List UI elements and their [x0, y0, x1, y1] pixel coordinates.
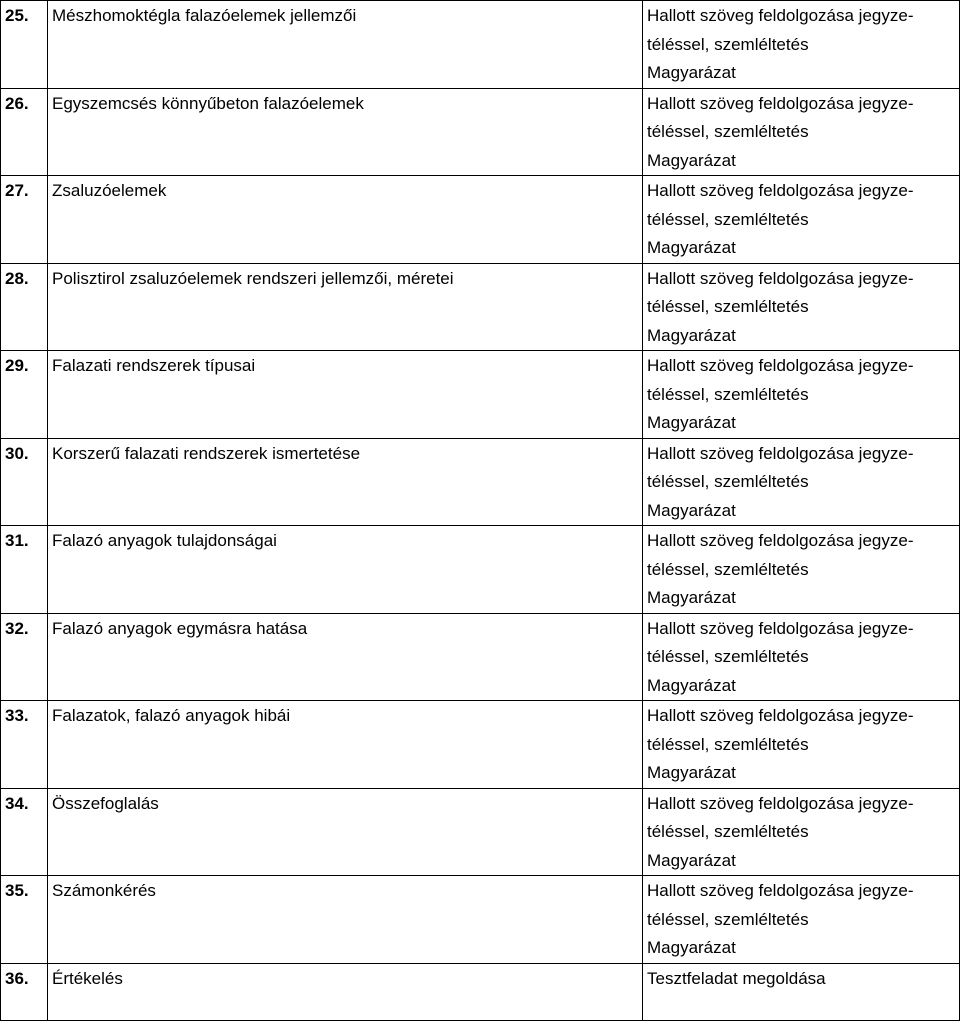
teaching-method-line: Hallott szöveg feldolgozása jegyze- — [647, 268, 914, 288]
teaching-method-line: Hallott szöveg feldolgozása jegyze- — [647, 793, 914, 813]
table-row — [1, 526, 960, 614]
teaching-method — [643, 613, 960, 701]
teaching-method — [643, 263, 960, 351]
lesson-number: 32. — [1, 613, 48, 701]
lesson-topic: Számonkérés — [48, 876, 643, 964]
table-row — [1, 876, 960, 964]
teaching-method-line: téléssel, szemléltetés — [647, 297, 809, 316]
teaching-method — [643, 701, 960, 789]
teaching-method-line: téléssel, szemléltetés — [647, 647, 809, 666]
lesson-number: 28. — [1, 263, 48, 351]
teaching-method — [643, 876, 960, 964]
lesson-number: 30. — [1, 438, 48, 526]
lesson-topic: Polisztirol zsaluzóelemek rendszeri jellemzői, méretei — [48, 263, 643, 351]
table-row — [1, 963, 960, 1020]
lesson-topic: Zsaluzóelemek — [48, 176, 643, 264]
teaching-method — [643, 88, 960, 176]
teaching-method-line: Hallott szöveg feldolgozása jegyze- — [647, 881, 914, 900]
teaching-method-line: Magyarázat — [647, 238, 736, 257]
teaching-method-line: Magyarázat — [647, 675, 736, 695]
lesson-number: 34. — [1, 788, 48, 876]
lesson-topic: Mészhomoktégla falazóelemek jellemzői — [48, 1, 643, 89]
lesson-topic: Korszerű falazati rendszerek ismertetése — [48, 438, 643, 526]
teaching-method-line: Magyarázat — [647, 850, 736, 870]
table-body — [1, 1, 960, 1021]
table-row — [1, 788, 960, 876]
lesson-number: 26. — [1, 88, 48, 176]
teaching-method-line: téléssel, szemléltetés — [647, 472, 809, 491]
teaching-method-line: Hallott szöveg feldolgozása jegyze- — [647, 531, 914, 550]
lesson-topic: Értékelés — [48, 963, 643, 1020]
lesson-topic: Falazó anyagok tulajdonságai — [48, 526, 643, 614]
teaching-method — [643, 963, 960, 1020]
table-row — [1, 351, 960, 439]
teaching-method-line: Hallott szöveg feldolgozása jegyze- — [647, 181, 914, 200]
teaching-method-line: Hallott szöveg feldolgozása jegyze- — [647, 6, 914, 25]
lesson-topic: Falazatok, falazó anyagok hibái — [48, 701, 643, 789]
teaching-method-line: téléssel, szemléltetés — [647, 209, 809, 229]
teaching-method-line: Magyarázat — [647, 325, 736, 345]
lesson-number: 33. — [1, 701, 48, 789]
teaching-method-line: Magyarázat — [647, 588, 736, 607]
table-row — [1, 701, 960, 789]
teaching-method-line: Hallott szöveg feldolgozása jegyze- — [647, 356, 914, 375]
lesson-number: 35. — [1, 876, 48, 964]
teaching-method-line: Hallott szöveg feldolgozása jegyze- — [647, 618, 914, 638]
teaching-method-line: Magyarázat — [647, 63, 736, 82]
teaching-method — [643, 438, 960, 526]
teaching-method-line: téléssel, szemléltetés — [647, 909, 809, 929]
teaching-method-line: Magyarázat — [647, 500, 736, 520]
teaching-method-line: Magyarázat — [647, 763, 736, 782]
teaching-method-line: téléssel, szemléltetés — [647, 34, 809, 54]
teaching-method — [643, 176, 960, 264]
teaching-method-line: téléssel, szemléltetés — [647, 122, 809, 141]
table-row — [1, 438, 960, 526]
lesson-topic: Összefoglalás — [48, 788, 643, 876]
table-row — [1, 176, 960, 264]
lesson-number: 31. — [1, 526, 48, 614]
table-row — [1, 263, 960, 351]
teaching-method-line: téléssel, szemléltetés — [647, 822, 809, 841]
teaching-method-line: Hallott szöveg feldolgozása jegyze- — [647, 443, 914, 463]
table-row — [1, 613, 960, 701]
teaching-method-line: téléssel, szemléltetés — [647, 559, 809, 579]
table-row — [1, 88, 960, 176]
teaching-method-line: Hallott szöveg feldolgozása jegyze- — [647, 93, 914, 113]
teaching-method-line: téléssel, szemléltetés — [647, 734, 809, 754]
teaching-method-line: Magyarázat — [647, 938, 736, 957]
lesson-topic: Falazati rendszerek típusai — [48, 351, 643, 439]
teaching-method — [643, 1, 960, 89]
lesson-number: 25. — [1, 1, 48, 89]
lesson-number: 36. — [1, 963, 48, 1020]
teaching-method-line: Tesztfeladat megoldása — [647, 968, 826, 988]
teaching-method — [643, 351, 960, 439]
teaching-method-line: Magyarázat — [647, 413, 736, 432]
lesson-number: 27. — [1, 176, 48, 264]
table-row — [1, 1, 960, 89]
lesson-topic: Falazó anyagok egymásra hatása — [48, 613, 643, 701]
lesson-number: 29. — [1, 351, 48, 439]
lesson-topic: Egyszemcsés könnyűbeton falazóelemek — [48, 88, 643, 176]
teaching-method-line: Magyarázat — [647, 150, 736, 170]
teaching-method-line: téléssel, szemléltetés — [647, 384, 809, 404]
teaching-method — [643, 526, 960, 614]
teaching-method-line: Hallott szöveg feldolgozása jegyze- — [647, 706, 914, 725]
teaching-method — [643, 788, 960, 876]
